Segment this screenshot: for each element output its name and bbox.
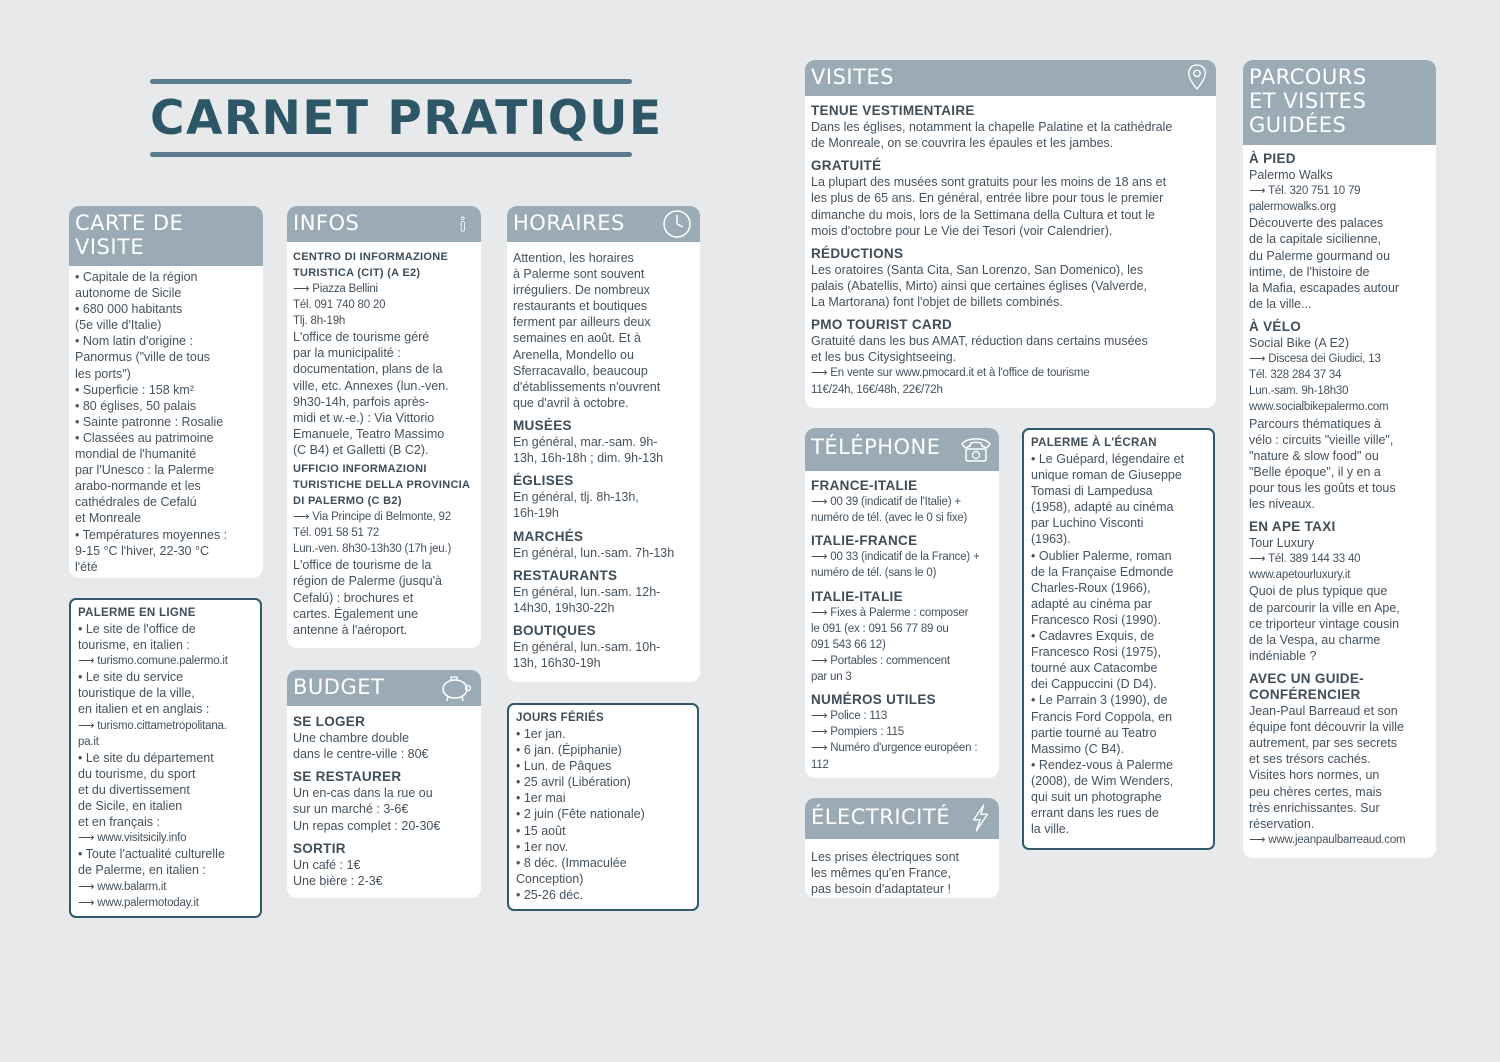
card-infos: [287, 206, 481, 648]
parcours-line: Jean-Paul Barreaud et son: [1249, 704, 1398, 719]
telephone-subtitle: ITALIE-FRANCE: [811, 533, 918, 549]
card-parcours-header: [1243, 60, 1436, 145]
card-jours-feries: [507, 703, 699, 911]
ecran-line: tourné aux Catacombe: [1031, 661, 1158, 676]
carte-line: • Classées au patrimoine: [75, 430, 214, 445]
feries-line: • 2 juin (Fête nationale): [516, 807, 645, 822]
visites-line: Dans les églises, notamment la chapelle Palatine et la cathédrale: [811, 120, 1173, 135]
card-palerme-a-l-ecran: [1022, 428, 1215, 850]
telephone-subtitle: ITALIE-ITALIE: [811, 588, 903, 604]
enligne-link[interactable]: pa.it: [78, 735, 99, 748]
ecran-line: • Cadavres Exquis, de: [1031, 629, 1155, 644]
horaires-line: En général, lun.-sam. 12h-: [513, 584, 661, 599]
budget-line: sur un marché : 3-6€: [293, 802, 409, 817]
card-infos-title: INFOS: [293, 211, 360, 235]
card-telephone-body: [805, 471, 999, 778]
lightning-icon: [969, 802, 991, 834]
ecran-line: errant dans les rues de: [1031, 806, 1159, 821]
carte-line: l'été: [75, 559, 98, 574]
electricite-line: Les prises électriques sont: [811, 850, 959, 864]
infos-line: 9h30-14h, parfois après-: [293, 394, 430, 409]
parcours-line: Lun.-sam. 9h-18h30: [1249, 385, 1349, 398]
page-title-block: [150, 79, 663, 157]
budget-line: Une bière : 2-3€: [293, 873, 383, 888]
horaires-line: Attention, les horaires: [513, 251, 634, 265]
horaires-subtitle: MARCHÉS: [513, 528, 584, 544]
visites-line: de Monreale, on se couvrira les épaules et les jambes.: [811, 136, 1114, 151]
parcours-line: réservation.: [1249, 816, 1315, 831]
card-budget-body: [287, 706, 481, 895]
card-parcours-title: PARCOURS ET VISITES GUIDÉES: [1249, 65, 1367, 137]
enligne-line: et du divertissement: [78, 782, 190, 797]
card-budget-header: [287, 670, 481, 706]
card-visites-body: [805, 96, 1216, 404]
infos-line: Emanuele, Teatro Massimo: [293, 426, 445, 441]
parcours-subtitle: AVEC UN GUIDE-: [1249, 670, 1364, 686]
horaires-subtitle: MUSÉES: [513, 417, 572, 433]
card-electricite: [805, 798, 999, 898]
parcours-line: pour tous les goûts et tous: [1249, 480, 1396, 495]
telephone-line: 112: [811, 758, 829, 771]
horaires-line: 14h30, 19h30-22h: [513, 600, 615, 615]
parcours-link[interactable]: www.apetourluxury.it: [1249, 569, 1351, 582]
feries-title: JOURS FÉRIÉS: [516, 712, 604, 724]
parcours-line: Palermo Walks: [1249, 168, 1333, 183]
electricite-line: les mêmes qu'en France,: [811, 866, 951, 881]
parcours-line: Tél. 328 284 37 34: [1249, 369, 1342, 382]
parcours-line: Visites hors normes, un: [1249, 768, 1380, 783]
ecran-line: adapté au cinéma par: [1031, 596, 1152, 611]
carte-line: 9-15 °C l'hiver, 22-30 °C: [75, 543, 209, 558]
feries-line: • 1er jan.: [516, 727, 566, 741]
info-icon: [459, 208, 473, 238]
card-telephone: [805, 428, 999, 778]
parcours-subtitle: À PIED: [1249, 151, 1296, 166]
card-enligne-body: [71, 600, 260, 916]
enligne-line: du tourisme, du sport: [78, 766, 196, 781]
ecran-line: qui suit un photographe: [1031, 789, 1162, 804]
ecran-line: la ville.: [1031, 822, 1070, 837]
horaires-line: d'établissements n'ouvrent: [513, 379, 661, 394]
parcours-line: de parcourir la ville en Ape,: [1249, 600, 1400, 615]
parcours-line: Quoi de plus typique que: [1249, 584, 1388, 599]
card-horaires-body: [507, 242, 700, 677]
title-rule-top: [150, 79, 632, 84]
infos-subtitle: TURISTICA (CIT) (A E2): [293, 267, 421, 279]
visites-subtitle: GRATUITÉ: [811, 158, 882, 174]
carte-line: • Capitale de la région: [75, 270, 198, 284]
enligne-link[interactable]: ⟶ www.balarm.it: [78, 880, 167, 893]
enligne-line: de Sicile, en italien: [78, 799, 183, 814]
horaires-line: En général, mar.-sam. 9h-: [513, 435, 658, 450]
ecran-line: de la Française Edmonde: [1031, 564, 1174, 579]
carte-line: cathédrales de Cefalú: [75, 495, 197, 510]
enligne-line: et en français :: [78, 815, 160, 830]
horaires-line: En général, lun.-sam. 7h-13h: [513, 545, 675, 560]
ecran-line: dei Cappuccini (D D4).: [1031, 677, 1157, 692]
infos-line: Tlj. 8h-19h: [293, 315, 346, 328]
horaires-line: 13h, 16h-18h ; dim. 9h-13h: [513, 451, 664, 466]
visites-line: dimanche du mois, lors de la Settimana della Cultura et tout le: [811, 207, 1155, 222]
telephone-icon: [959, 434, 993, 464]
visites-line: mois d'octobre pour Le Vie dei Tesori (voir Calendrier).: [811, 223, 1113, 238]
card-parcours: [1243, 60, 1436, 858]
horaires-line: que d'avril à octobre.: [513, 395, 629, 410]
card-budget-title: BUDGET: [293, 675, 385, 699]
horaires-line: irréguliers. De nombreux: [513, 283, 650, 298]
enligne-title: PALERME EN LIGNE: [78, 607, 196, 619]
ecran-line: Tomasi di Lampedusa: [1031, 484, 1153, 499]
telephone-line: numéro de tél. (sans le 0): [811, 567, 937, 580]
carte-line: • Sainte patronne : Rosalie: [75, 414, 224, 429]
infos-line: antenne à l'aéroport.: [293, 622, 408, 637]
card-parcours-body: [1243, 145, 1436, 854]
horaires-line: ferment par ailleurs deux: [513, 315, 651, 330]
budget-line: dans le centre-ville : 80€: [293, 747, 429, 762]
infos-line: cartes. Également une: [293, 606, 419, 621]
ecran-line: • Le Guépard, légendaire et: [1031, 452, 1185, 466]
carte-line: • Nom latin d'origine :: [75, 334, 193, 349]
enligne-link[interactable]: ⟶ turismo.comune.palermo.it: [78, 655, 228, 668]
ecran-line: • Rendez-vous à Palerme: [1031, 757, 1173, 772]
telephone-line: numéro de tél. (avec le 0 si fixe): [811, 512, 968, 525]
parcours-line: Tour Luxury: [1249, 536, 1315, 551]
parcours-line: équipe font découvrir la ville: [1249, 720, 1404, 735]
parcours-subtitle: À VÉLO: [1249, 318, 1302, 334]
ecran-line: Charles-Roux (1966),: [1031, 580, 1151, 595]
horaires-line: 16h-19h: [513, 506, 559, 521]
parcours-line: ⟶ Tél. 389 144 33 40: [1249, 553, 1361, 566]
card-carte-de-visite: [69, 206, 263, 578]
visites-line: La plupart des musées sont gratuits pour les moins de 18 ans et: [811, 175, 1167, 190]
visites-subtitle: RÉDUCTIONS: [811, 245, 904, 261]
carte-line: mondial de l'humanité: [75, 447, 197, 462]
infos-line: midi et w.-e.) : Via Vittorio: [293, 410, 435, 425]
parcours-line: ⟶ Discesa dei Giudici, 13: [1249, 353, 1381, 366]
ecran-line: Francesco Rosi (1975),: [1031, 645, 1161, 660]
ecran-line: par Luchino Visconti: [1031, 516, 1144, 531]
parcours-line: ⟶ Tél. 320 751 10 79: [1249, 185, 1361, 198]
parcours-subtitle: EN APE TAXI: [1249, 519, 1336, 535]
visites-line: les plus de 65 ans. En général, entrée libre pour tous le premier: [811, 191, 1164, 206]
visites-subtitle: TENUE VESTIMENTAIRE: [811, 103, 975, 118]
infos-line: ville, etc. Annexes (lun.-ven.: [293, 378, 449, 393]
parcours-line: autrement, par ses secrets: [1249, 736, 1397, 751]
infos-subtitle: DI PALERMO (C B2): [293, 495, 402, 508]
feries-line: • 6 jan. (Épiphanie): [516, 743, 622, 758]
parcours-line: du Palerme gourmand ou: [1249, 248, 1391, 263]
budget-subtitle: SORTIR: [293, 840, 346, 856]
horaires-line: Sferracavallo, beaucoup: [513, 363, 648, 378]
card-budget: [287, 670, 481, 898]
horaires-line: Arenella, Mondello ou: [513, 347, 634, 362]
visites-line: 11€/24h, 16€/48h, 22€/72h: [811, 383, 943, 396]
budget-subtitle: SE RESTAURER: [293, 769, 402, 785]
ecran-title: PALERME À L'ÉCRAN: [1031, 437, 1157, 449]
parcours-line: Découverte des palaces: [1249, 216, 1384, 231]
parcours-line: les niveaux.: [1249, 496, 1316, 511]
card-carte-title: CARTE DE VISITE: [75, 211, 184, 259]
feries-line: • 1er nov.: [516, 839, 569, 854]
infos-line: ⟶ Via Principe di Belmonte, 92: [293, 511, 451, 524]
enligne-line: • Toute l'actualité culturelle: [78, 847, 225, 862]
infos-line: Tél. 091 58 51 72: [293, 527, 380, 540]
parcours-line: "Belle époque", il y en a: [1249, 464, 1381, 479]
carte-line: les ports"): [75, 366, 131, 381]
infos-line: L'office de tourisme de la: [293, 558, 432, 573]
infos-line: ⟶ Piazza Bellini: [293, 283, 378, 295]
ecran-line: (1958), adapté au cinéma: [1031, 500, 1174, 515]
horaires-line: En général, tlj. 8h-13h,: [513, 490, 639, 505]
ecran-line: Francesco Rosi (1990).: [1031, 612, 1161, 627]
parcours-line: de la capitale sicilienne,: [1249, 232, 1382, 247]
ecran-line: Francis Ford Coppola, en: [1031, 709, 1173, 724]
telephone-line: ⟶ Portables : commencent: [811, 654, 950, 667]
card-telephone-header: [805, 428, 999, 471]
infos-line: Cefalú) : brochures et: [293, 590, 414, 605]
budget-line: Un café : 1€: [293, 857, 361, 872]
enligne-link[interactable]: ⟶ www.palermotoday.it: [78, 896, 199, 909]
parcours-line: de la ville...: [1249, 296, 1312, 311]
horaires-line: semaines en août. Et à: [513, 331, 641, 346]
horaires-line: restaurants et boutiques: [513, 299, 648, 314]
visites-line: et les bus Citysightseeing.: [811, 350, 957, 365]
budget-line: Un en-cas dans la rue ou: [293, 786, 433, 801]
infos-subtitle: UFFICIO INFORMAZIONI: [293, 463, 427, 476]
card-horaires-header: [507, 206, 700, 242]
feries-line: Conception): [516, 871, 584, 886]
enligne-line: tourisme, en italien :: [78, 638, 190, 653]
ecran-line: (1963).: [1031, 532, 1071, 547]
visites-link[interactable]: ⟶ En vente sur www.pmocard.it et à l'office de tourisme: [811, 367, 1090, 380]
infos-subtitle: TURISTICHE DELLA PROVINCIA: [293, 479, 471, 492]
carte-line: par l'Unesco : la Palerme: [75, 463, 215, 478]
carte-line: et Monreale: [75, 511, 142, 526]
piggy-bank-icon: [437, 674, 473, 702]
telephone-subtitle: FRANCE-ITALIE: [811, 478, 918, 493]
parcours-line: ce triporteur vintage cousin: [1249, 616, 1400, 631]
card-visites: [805, 60, 1216, 408]
infos-line: documentation, plans de la: [293, 362, 443, 377]
visites-line: palais (Abatellis, Mirto) ainsi que certaines églises (Valverde,: [811, 278, 1148, 293]
parcours-line: très enrichissantes. Sur: [1249, 800, 1380, 815]
ecran-line: (2008), de Wim Wenders,: [1031, 773, 1174, 788]
enligne-line: • Le site du département: [78, 750, 214, 765]
ecran-line: Massimo (C B4).: [1031, 741, 1125, 756]
telephone-line: ⟶ 00 33 (indicatif de la France) +: [811, 551, 980, 564]
ecran-line: • Le Parrain 3 (1990), de: [1031, 693, 1168, 708]
title-rule-bottom: [150, 152, 632, 157]
feries-line: • 25 avril (Libération): [516, 775, 631, 790]
card-ecran-body: [1024, 430, 1213, 842]
telephone-line: ⟶ Police : 113: [811, 710, 888, 723]
carte-line: (5e ville d'Italie): [75, 318, 162, 333]
enligne-line: • Le site de l'office de: [78, 622, 196, 636]
infos-line: par la municipalité :: [293, 346, 401, 361]
card-horaires-title: HORAIRES: [513, 211, 625, 235]
visites-line: Les oratoires (Santa Cita, San Lorenzo, San Domenico), les: [811, 262, 1144, 277]
carte-line: arabo-normande et les: [75, 479, 201, 494]
feries-line: • Lun. de Pâques: [516, 759, 612, 774]
horaires-subtitle: RESTAURANTS: [513, 567, 618, 583]
horaires-line: à Palerme sont souvent: [513, 267, 645, 282]
clock-icon: [662, 209, 692, 239]
parcours-line: Parcours thématiques à: [1249, 416, 1382, 431]
infos-line: (C B4) et Galletti (B C2).: [293, 442, 429, 457]
infos-line: région de Palerme (jusqu'à: [293, 574, 442, 589]
card-carte-header: [69, 206, 263, 266]
carte-line: • 80 églises, 50 palais: [75, 398, 197, 413]
card-infos-body: [287, 242, 481, 644]
enligne-line: en italien et en anglais :: [78, 702, 210, 717]
card-electricite-body: [805, 839, 999, 898]
enligne-line: de Palerme, en italien :: [78, 863, 206, 878]
card-electricite-title: ÉLECTRICITÉ: [811, 805, 950, 829]
card-carte-body: [69, 266, 263, 578]
horaires-line: En général, lun.-sam. 10h-: [513, 640, 661, 655]
location-pin-icon: [1186, 63, 1208, 91]
telephone-line: par un 3: [811, 671, 852, 684]
feries-line: • 1er mai: [516, 791, 566, 806]
parcours-link[interactable]: palermowalks.org: [1249, 201, 1336, 214]
carte-line: Panormus ("ville de tous: [75, 350, 211, 365]
enligne-link[interactable]: ⟶ turismo.cittametropolitana.: [78, 719, 227, 732]
telephone-subtitle: NUMÉROS UTILES: [811, 692, 936, 708]
budget-subtitle: SE LOGER: [293, 714, 366, 729]
telephone-line: le 091 (ex : 091 56 77 89 ou: [811, 622, 949, 635]
visites-line: Gratuité dans les bus AMAT, réduction dans certains musées: [811, 334, 1148, 349]
parcours-line: "nature & slow food" ou: [1249, 448, 1379, 463]
horaires-line: 13h, 16h30-19h: [513, 656, 601, 671]
card-telephone-title: TÉLÉPHONE: [811, 435, 941, 459]
infos-line: Tél. 091 740 80 20: [293, 299, 386, 312]
parcours-link[interactable]: www.socialbikepalermo.com: [1249, 401, 1389, 414]
parcours-line: Social Bike (A E2): [1249, 336, 1350, 351]
horaires-subtitle: ÉGLISES: [513, 473, 574, 489]
card-infos-header: [287, 206, 481, 242]
telephone-line: ⟶ Fixes à Palerme : composer: [811, 606, 969, 619]
ecran-line: partie tourné au Teatro: [1031, 725, 1157, 740]
card-palerme-en-ligne: [69, 598, 262, 918]
parcours-line: indéniable ?: [1249, 648, 1317, 663]
parcours-line: peu chères certes, mais: [1249, 784, 1382, 799]
parcours-line: vélo : circuits "vieille ville",: [1249, 432, 1394, 447]
parcours-line: intime, de l'histoire de: [1249, 264, 1370, 279]
telephone-line: ⟶ Pompiers : 115: [811, 726, 904, 739]
infos-subtitle: CENTRO DI INFORMAZIONE: [293, 251, 449, 263]
enligne-line: • Le site du service: [78, 670, 184, 685]
parcours-line: et ses trésors cachés.: [1249, 752, 1371, 767]
parcours-line: de la Vespa, au charme: [1249, 632, 1381, 647]
carte-line: • Superficie : 158 km²: [75, 382, 195, 397]
feries-line: • 15 août: [516, 823, 566, 838]
budget-line: Une chambre double: [293, 731, 410, 746]
visites-line: La Martorana) font l'objet de billets combinés.: [811, 295, 1063, 310]
parcours-subtitle: CONFÉRENCIER: [1249, 687, 1361, 702]
telephone-line: 091 543 66 12): [811, 638, 886, 651]
feries-line: • 8 déc. (Immaculée: [516, 855, 627, 870]
visites-subtitle: PMO TOURIST CARD: [811, 317, 953, 333]
infos-line: Lun.-ven. 8h30-13h30 (17h jeu.): [293, 543, 452, 556]
card-visites-title: VISITES: [811, 65, 895, 89]
feries-line: • 25-26 déc.: [516, 887, 583, 902]
parcours-link[interactable]: ⟶ www.jeanpaulbarreaud.com: [1249, 833, 1406, 846]
carte-line: autonome de Sicile: [75, 286, 182, 301]
card-feries-body: [509, 705, 697, 908]
budget-line: Un repas complet : 20-30€: [293, 818, 441, 833]
telephone-line: ⟶ Numéro d'urgence européen :: [811, 742, 978, 755]
card-horaires: [507, 206, 700, 682]
card-visites-header: [805, 60, 1216, 96]
enligne-link[interactable]: ⟶ www.visitsicily.info: [78, 832, 187, 845]
parcours-line: la Mafia, escapades autour: [1249, 280, 1400, 295]
carte-line: • 680 000 habitants: [75, 302, 183, 317]
ecran-line: • Oublier Palerme, roman: [1031, 548, 1172, 563]
page-title: CARNET PRATIQUE: [150, 91, 663, 146]
enligne-line: touristique de la ville,: [78, 686, 195, 701]
infos-line: L'office de tourisme géré: [293, 330, 430, 345]
horaires-subtitle: BOUTIQUES: [513, 622, 596, 638]
carte-line: • Températures moyennes :: [75, 527, 228, 542]
electricite-line: pas besoin d'adaptateur !: [811, 882, 951, 897]
ecran-line: unique roman de Giuseppe: [1031, 468, 1182, 483]
telephone-line: ⟶ 00 39 (indicatif de l'Italie) +: [811, 496, 961, 509]
card-electricite-header: [805, 798, 999, 839]
